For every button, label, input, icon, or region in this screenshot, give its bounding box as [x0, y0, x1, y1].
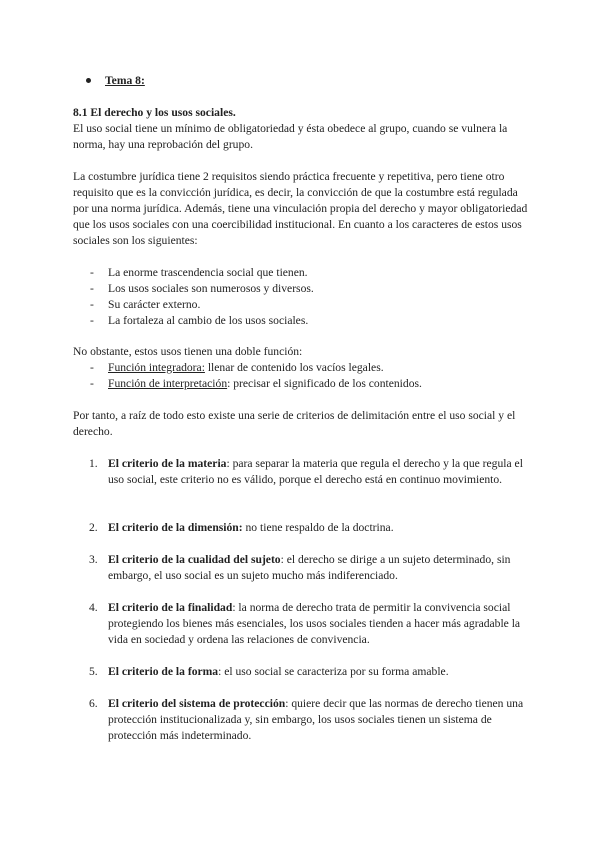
- criteria-intro: Por tanto, a raíz de todo esto existe una serie de criterios de delimitación entre el uso social y el derecho.: [73, 409, 516, 438]
- paragraph-costumbre: La costumbre jurídica tiene 2 requisitos siendo práctica frecuente y repetitiva, pero tiene otro requisito que es la convicción jurídica, es decir, la convicción de que la costumbre está regulada por una norma jurídica. Además, tiene una vinculación propia del derecho y mayor obligatoriedad que los usos sociales con una coercibilidad institucional. En cuanto a los caracteres de estos usos sociales son los siguientes:: [73, 170, 528, 247]
- function-term: Función integradora:: [108, 361, 205, 374]
- function-term: Función de interpretación: [108, 377, 228, 390]
- list-item: - La enorme trascendencia social que tienen.: [73, 265, 531, 281]
- criteria-desc: : la norma de derecho trata de permitir la convivencia social protegiendo los bienes más esenciales, los usos sociales tienden a hacer más agradable la vida en sociedad y ordena las relaciones de convivencia.: [108, 601, 521, 646]
- section-heading: 8.1 El derecho y los usos sociales.: [73, 106, 236, 119]
- list-item: [73, 360, 531, 376]
- criteria-desc: : para separar la materia que regula el derecho y la que regula el uso social, este criterio no es válido, porque el derecho está en continuo movimiento.: [108, 457, 523, 486]
- intro-paragraph: El uso social tiene un mínimo de obligatoriedad y ésta obedece al grupo, cuando se vulnera la norma, hay una reprobación del grupo.: [73, 122, 508, 151]
- criteria-item: 1. El criterio de la materia: para separar la materia que regula el derecho y la que regula el uso social, este criterio no es válido, porque el derecho está en continuo movimiento.: [89, 457, 523, 486]
- criteria-term: El criterio de la dimensión:: [108, 521, 243, 534]
- list-item: - Los usos sociales son numerosos y diversos.: [73, 281, 531, 297]
- criteria-item: 2. El criterio de la dimensión: no tiene respaldo de la doctrina.: [89, 521, 394, 534]
- criteria-term: El criterio de la materia: [108, 457, 227, 470]
- functions-list: [73, 360, 531, 392]
- list-item: - Su carácter externo.: [73, 297, 531, 313]
- bullet-dot-icon: [86, 78, 91, 83]
- function-desc: llenar de contenido los vacíos legales.: [204, 361, 384, 374]
- criteria-desc: no tiene respaldo de la doctrina.: [242, 521, 394, 534]
- characteristics-list: [73, 265, 531, 329]
- criteria-term: El criterio de la forma: [108, 665, 219, 678]
- criteria-item: 3. El criterio de la cualidad del sujeto: el derecho se dirige a un sujeto determinado, sin embargo, el uso social es un sujeto mucho más indiferenciado.: [89, 553, 511, 582]
- criteria-desc: : quiere decir que las normas de derecho tienen una protección institucionalizada y, sin embargo, los usos sociales tienen un sistema de protección más indeterminado.: [108, 697, 524, 742]
- criteria-term: El criterio de la cualidad del sujeto: [108, 553, 281, 566]
- section-intro-block: [73, 105, 531, 153]
- criteria-desc: : el uso social se caracteriza por su forma amable.: [218, 665, 449, 678]
- topic-title: Tema 8:: [105, 74, 145, 87]
- list-item: - La fortaleza al cambio de los usos sociales.: [73, 313, 531, 329]
- criteria-desc: : el derecho se dirige a un sujeto determinado, sin embargo, el uso social es un sujeto mucho más indiferenciado.: [108, 553, 511, 582]
- topic-bullet: [86, 73, 145, 89]
- criteria-item: 5. El criterio de la forma: el uso social se caracteriza por su forma amable.: [89, 665, 449, 678]
- functions-intro: No obstante, estos usos tienen una doble función:: [73, 345, 303, 358]
- criteria-item: 4. El criterio de la finalidad: la norma de derecho trata de permitir la convivencia social protegiendo los bienes más esenciales, los usos sociales tienden a hacer más agradable la vida en sociedad y ordena las relaciones de convivencia.: [89, 601, 521, 646]
- function-desc: : precisar el significado de los contenidos.: [227, 377, 422, 390]
- criteria-term: El criterio de la finalidad: [108, 601, 233, 614]
- list-item: [73, 376, 531, 392]
- criteria-item: 6. El criterio del sistema de protección: quiere decir que las normas de derecho tienen una protección institucionalizada y, sin embargo, los usos sociales tienen un sistema de protección más indeterminado.: [89, 697, 524, 742]
- criteria-term: El criterio del sistema de protección: [108, 697, 286, 710]
